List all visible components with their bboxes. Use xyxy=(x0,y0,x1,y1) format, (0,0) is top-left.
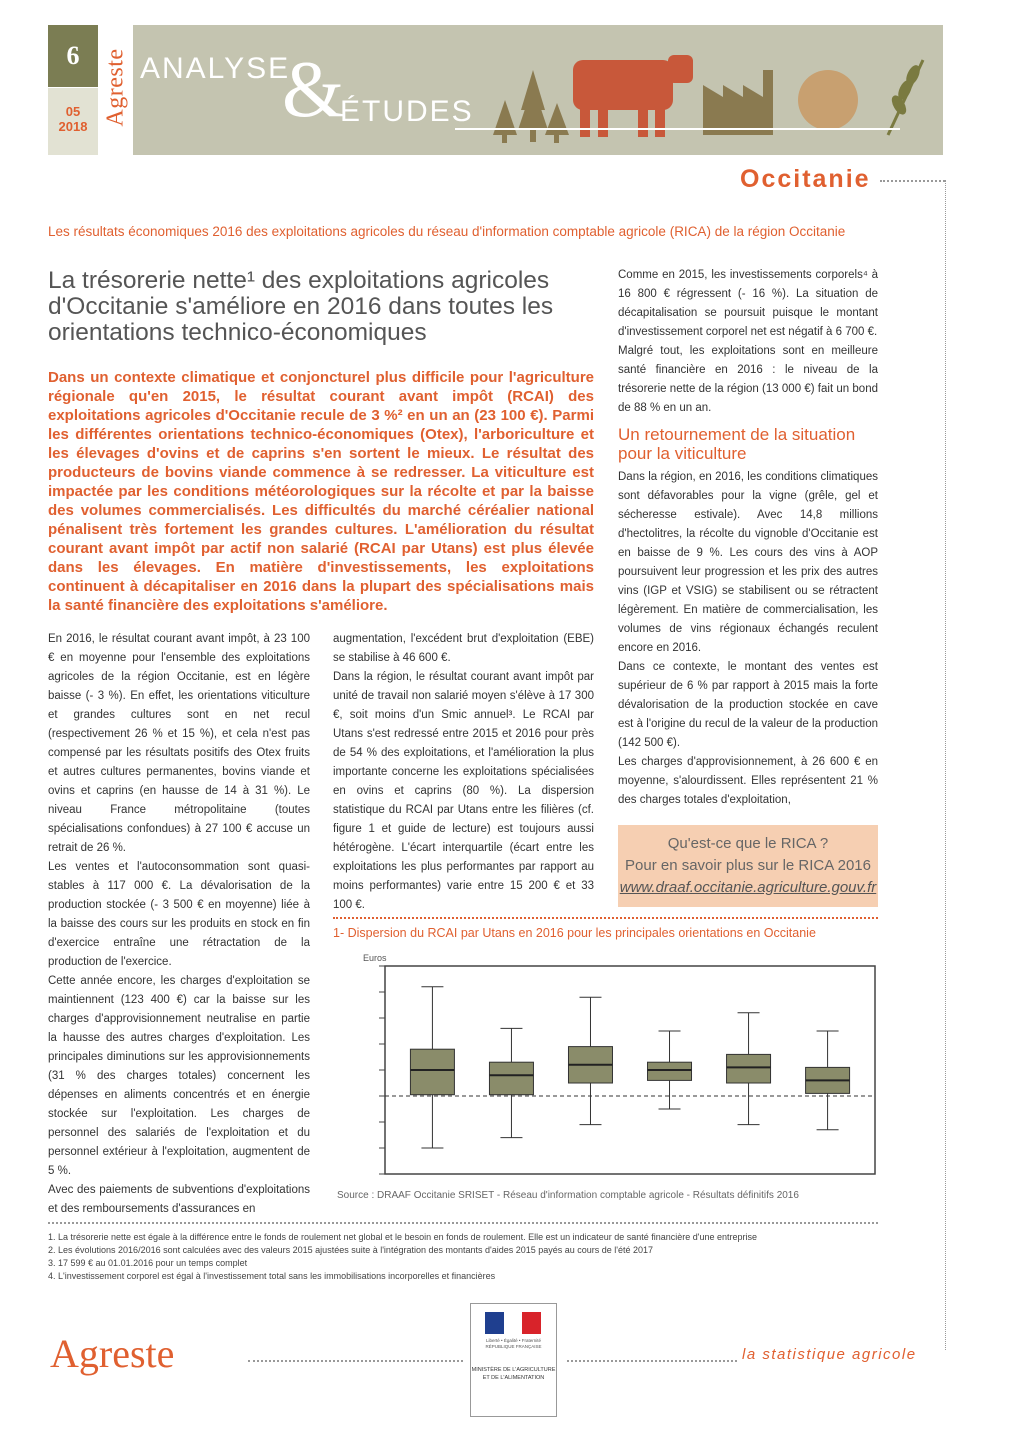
box xyxy=(410,987,454,1148)
footer-brand: Agreste xyxy=(50,1331,175,1376)
ministry-name: MINISTÈRE DE L'AGRICULTURE ET DE L'ALIMENTATION xyxy=(471,1367,556,1381)
lead-paragraph: Dans un contexte climatique et conjoncturel plus difficile pour l'agriculture régionale qu'en 2015, le résultat courant avant impôt (RCAI) des exploitations agricoles d'Occitanie recule de 3 %² en un an (23 100 €). Parmi les différentes orientations technico-économiques (Otex), l'arboriculture et les élevages d'ovins et de caprins s'en sortent le mieux. Le résultat des producteurs de bovins viande commence à se redresser. La viticulture est impactée par les conditions météorologiques sur la récolte et par la baisse des volumes commercialisés. Les difficultés du marché céréalier national pénalisent très fortement les grandes cultures. L'amélioration du résultat courant avant impôt par actif non salarié (RCAI par Utans) est plus élevée dans les élevages. En matière d'investissements, les exploitations continuent à décapitaliser en 2016 dans la plupart des spécialisations mais la santé financière des exploitations s'améliore. xyxy=(48,369,594,614)
footnote: 4. L'investissement corporel est égal à l'investissement total sans les immobilisations incorporelles et financières xyxy=(48,1271,496,1281)
paragraph: Cette année encore, les charges d'exploitation se maintiennent (123 400 €) car la baisse sur les charges d'approvisionnement neutralise en partie la hausse des autres charges d'exploitation. Les principales diminutions sur les approvisionnements (31 % des charges totales) concernent les dépenses en aliments concentrés et en énergie stockée sur l'exploitation. Les charges de personnel des salariés de l'exploitation et du personnel extérieur à l'exploitation, augmentent de 5 %. xyxy=(48,975,310,1177)
footer-tagline: la statistique agricole xyxy=(742,1346,917,1363)
main-title: La trésorerie nette¹ des exploitations agricoles d'Occitanie s'améliore en 2016 dans toutes les orientations technico-économiques xyxy=(48,267,554,346)
brand-vertical xyxy=(101,22,131,157)
rica-info-box xyxy=(618,825,878,907)
paragraph: En 2016, le résultat courant avant impôt, à 23 100 € en moyenne pour l'ensemble des exploitations agricoles de la région Occitanie, est en légère baisse (- 3 %). En effet, les orientations viticulture et grandes cultures sont en net recul (respectivement 26 % et 15 %), et cela n'est pas compensé par les résultats positifs des Otex fruits et autres cultures permanentes, bovins viande et ovins et caprins (en hausse de 14 à 31 %). Le niveau France métropolitaine (toutes spécialisations confondues) à 27 100 € accuse un retrait de 26 %. xyxy=(48,633,310,854)
figure-title: 1- Dispersion du RCAI par Utans en 2016 pour les principales orientations en Occitanie xyxy=(333,926,816,940)
box-body xyxy=(410,1049,454,1095)
region-title: Occitanie xyxy=(740,165,871,193)
y-axis-label: Euros xyxy=(363,953,387,963)
paragraph: Les ventes et l'autoconsommation sont quasi-stables à 117 000 €. La dévalorisation de la production stockée (- 3 500 € en moyenne) liée à la baisse des cours sur les produits en stock en fin d'exercice entraîne une rétractation de la production de l'exercice. xyxy=(48,861,310,968)
issue-date xyxy=(48,88,98,155)
header-rule xyxy=(455,128,900,130)
footer-dots-left xyxy=(248,1360,463,1362)
paragraph: Dans ce contexte, le montant des ventes est supérieur de 6 % par rapport à 2015 mais la forte dévalorisation de la production stockée en cave est à l'origine du recul de la valeur de la production (142 500 €). xyxy=(618,661,878,749)
paragraph: Malgré tout, les exploitations sont en meilleure santé financière en 2016 : le niveau de la trésorerie nette de la région (13 000 €) fait un bond de 88 % en un an. xyxy=(618,345,878,414)
column-3-lower xyxy=(618,468,878,810)
paragraph: Dans la région, en 2016, les conditions climatiques sont défavorables pour la vigne (grêle, gel et sécheresse estivale). Avec 14,8 millions d'hectolitres, la récolte du vignoble d'Occitanie est en baisse de 9 %. Les cours des vins à AOP poursuivent leur progression et les prix des autres vins (IGP et VSIG) se stabilisent ou se rétractent légèrement. En matière de commercialisation, les volumes de vins régionaux échangés reculent encore en 2016. xyxy=(618,471,878,654)
ministry-motto: Liberté • Égalité • Fraternité RÉPUBLIQUE FRANÇAISE xyxy=(485,1338,542,1349)
box xyxy=(727,1013,771,1125)
factory-icon xyxy=(703,70,773,135)
paragraph: Comme en 2015, les investissements corporels⁴ à 16 800 € régressent (- 16 %). La situation de décapitalisation se poursuit puisque le montant d'investissement corporel net est négatif à 6 700 €. xyxy=(618,269,878,338)
paragraph: augmentation, l'excédent brut d'exploitation (EBE) se stabilise à 46 600 €. xyxy=(333,633,594,664)
cheese-icon xyxy=(798,70,858,130)
footnote: 2. Les évolutions 2016/2016 sont calculées avec des valeurs 2015 ajustées suite à l'intégration des montants d'aides 2015 payés au cours de l'été 2017 xyxy=(48,1245,654,1255)
footnote: 1. La trésorerie nette est égale à la différence entre le fonds de roulement net global et le besoin en fonds de roulement. Elle est un indicateur de santé financière d'une entreprise xyxy=(48,1232,758,1242)
header-illustration xyxy=(133,25,943,155)
rica-question: Qu'est-ce que le RICA ? xyxy=(667,835,829,852)
right-dotted-rule xyxy=(945,180,946,1350)
box-body xyxy=(648,1062,692,1080)
boxplot-chart xyxy=(333,948,878,1180)
header-title-analyse: ANALYSE xyxy=(140,52,291,85)
box-body xyxy=(489,1062,533,1095)
footnote: 3. 17 599 € au 01.01.2016 pour un temps complet xyxy=(48,1258,248,1268)
paragraph: Les charges d'approvisionnement, à 26 600 € en moyenne, s'alourdissent. Elles représentent 21 % des charges totales d'exploitation, xyxy=(618,756,878,806)
box xyxy=(806,1031,850,1130)
page-subtitle: Les résultats économiques 2016 des exploitations agricoles du réseau d'information comptable agricole (RICA) de la région Occitanie xyxy=(48,224,846,239)
cow-icon xyxy=(573,55,693,137)
rica-more-info: Pour en savoir plus sur le RICA 2016 xyxy=(625,857,871,874)
box xyxy=(489,1028,533,1137)
box-body xyxy=(727,1054,771,1083)
y-ticks xyxy=(379,966,385,1174)
column-2 xyxy=(333,630,594,915)
brand-vertical-text: Agreste xyxy=(102,48,129,127)
french-flag-icon xyxy=(485,1312,541,1334)
boxes xyxy=(410,987,849,1148)
column-3 xyxy=(618,266,878,418)
footnotes xyxy=(48,1231,878,1283)
header-title-etudes: ÉTUDES xyxy=(340,95,474,128)
issue-month: 05 xyxy=(65,104,81,119)
tree-icon xyxy=(493,70,569,143)
wheat-icon xyxy=(888,60,923,135)
ministry-logo xyxy=(470,1303,557,1417)
paragraph: Avec des paiements de subventions d'exploitations et des remboursements d'assurances en xyxy=(48,1184,310,1215)
notes-dotted-rule xyxy=(48,1222,878,1224)
footer-dots-right xyxy=(567,1360,737,1362)
issue-year: 2018 xyxy=(58,119,88,134)
paragraph: Dans la région, le résultat courant avant impôt par unité de travail non salarié moyen s'élève à 17 300 €, soit moins d'un Smic annuel³. Le RCAI par Utans s'est redressé entre 2015 et 2016 pour près de 54 % des exploitations, et l'amélioration la plus importante concerne les exploitations spécialisées en ovins et caprins (80 %). La dispersion statistique du RCAI par Utans entre les filières (cf. figure 1 et guide de lecture) est toujours aussi hétérogène. L'écart interquartile (écart entre les exploitations les plus performantes par rapport au moins performantes) varie entre 15 200 € et 33 100 €. xyxy=(333,671,594,911)
region-dotted-rule xyxy=(880,180,945,182)
rica-link[interactable]: www.draaf.occitanie.agriculture.gouv.fr xyxy=(619,879,877,896)
column-1 xyxy=(48,630,310,1219)
header-band xyxy=(133,25,943,155)
figure-source: Source : DRAAF Occitanie SRISET - Réseau d'information comptable agricole - Résultats définitifs 2016 xyxy=(337,1190,799,1201)
page-number: 6 xyxy=(48,25,98,87)
header-title-ampersand: & xyxy=(282,46,345,134)
box xyxy=(568,997,612,1124)
section-heading-viticulture: Un retournement de la situation pour la viticulture xyxy=(618,425,856,463)
box xyxy=(648,1031,692,1109)
plot-frame xyxy=(385,966,875,1174)
figure-dotted-rule xyxy=(333,917,878,919)
